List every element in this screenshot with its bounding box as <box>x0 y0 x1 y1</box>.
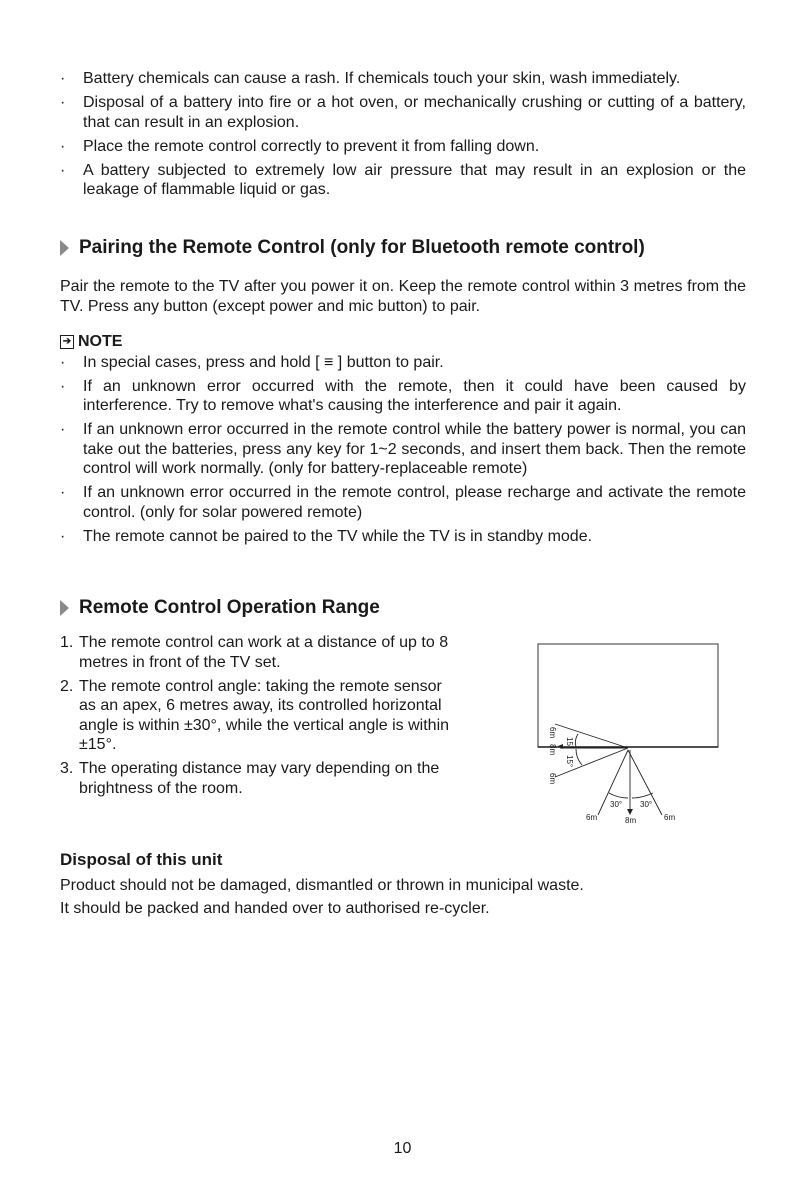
item-text: The remote control angle: taking the remote sensor as an apex, 6 metres away, its controlled horizontal angle is within ±30°, while the vertical angle is within ±15°. <box>79 677 450 753</box>
page-number: 10 <box>393 1140 412 1157</box>
pairing-heading <box>60 238 760 258</box>
label-horizontal-angle-right: 30° <box>640 800 653 809</box>
label-horizontal-right: 6m <box>664 813 676 822</box>
item-text: The operating distance may vary depending on the brightness of the room. <box>79 760 440 797</box>
list-item: · Battery chemicals can cause a rash. If chemicals touch your skin, wash immediately. <box>60 70 681 87</box>
label-vertical-bottom: 6m <box>548 773 557 785</box>
list-item: · The remote cannot be paired to the TV while the TV is in standby mode. <box>60 527 593 545</box>
item-number: 2. <box>60 677 74 695</box>
range-heading <box>60 598 660 618</box>
note-text: If an unknown error occurred in the remote control while the battery power is normal, you can take out the batteries, press any key for 1~2 seconds, and insert them back. Then the remote control will work normally. (only for battery-replaceable remote) <box>83 421 746 477</box>
label-vertical-top: 6m <box>548 727 557 739</box>
section-title: Remote Control Operation Range <box>79 597 380 618</box>
list-item <box>60 759 450 798</box>
list-item: · If an unknown error occurred in the remote control while the battery power is normal, you can take out the batteries, press any key for 1~2 seconds, and insert them back. Then the remote control will work normally. (only for battery-replaceable remote) <box>60 421 746 477</box>
note-text: If an unknown error occurred with the remote, then it could have been caused by interference. Try to remove what's causing the interference and pair it again. <box>83 377 746 414</box>
label-horizontal-left: 6m <box>586 813 598 822</box>
battery-warnings <box>60 69 746 204</box>
label-vertical-angle-down: 15° <box>565 755 574 768</box>
note-arrow-icon: ➔ <box>60 335 74 349</box>
item-number: 1. <box>60 634 74 651</box>
note-text: The remote cannot be paired to the TV while the TV is in standby mode. <box>83 527 593 545</box>
pairing-intro <box>60 277 746 316</box>
warning-text: A battery subjected to extremely low air pressure that may result in an explosion or the leakage of flammable liquid or gas. <box>83 161 746 198</box>
list-item: · Disposal of a battery into fire or a hot oven, or mechanically crushing or cutting of a battery, that can result in an explosion. <box>60 94 746 131</box>
label-horizontal-angle-left: 30° <box>610 800 623 809</box>
list-item: · Place the remote control correctly to prevent it from falling down. <box>60 137 540 155</box>
paragraph: Pair the remote to the TV after you power it on. Keep the remote control within 3 metres from the TV. Press any button (except power and mic button) to pair. <box>60 278 746 315</box>
disposal-line: It should be packed and handed over to authorised re-cycler. <box>60 900 490 917</box>
item-text: The remote control can work at a distance of up to 8 metres in front of the TV set. <box>79 634 449 671</box>
warning-text: Battery chemicals can cause a rash. If chemicals touch your skin, wash immediately. <box>83 70 681 87</box>
list-item: · A battery subjected to extremely low air pressure that may result in an explosion or the leakage of flammable liquid or gas. <box>60 161 746 198</box>
label-vertical-angle-up: 15° <box>565 737 574 750</box>
note-text: In special cases, press and hold [ ≡ ] button to pair. <box>83 353 444 371</box>
disposal-line: Product should not be damaged, dismantled or thrown in municipal waste. <box>60 876 584 894</box>
warning-text: Disposal of a battery into fire or a hot oven, or mechanically crushing or cutting of a battery, that can result in an explosion. <box>83 94 746 131</box>
note-section <box>60 332 746 551</box>
section-title: Pairing the Remote Control (only for Bluetooth remote control) <box>79 237 645 258</box>
note-text: If an unknown error occurred in the remote control, please recharge and activate the remote control. (only for solar powered remote) <box>83 484 746 521</box>
disposal-section <box>60 850 760 919</box>
range-list <box>60 633 450 803</box>
list-item: · If an unknown error occurred with the remote, then it could have been caused by interference. Try to remove what's causing the interference and pair it again. <box>60 377 746 414</box>
list-item <box>60 633 450 672</box>
triangle-bullet-icon <box>60 600 69 616</box>
disposal-title: Disposal of this unit <box>60 850 223 869</box>
item-number: 3. <box>60 760 74 777</box>
operation-range-diagram <box>530 640 730 830</box>
label-horizontal-middle: 8m <box>625 816 637 825</box>
list-item: · In special cases, press and hold [ ≡ ] button to pair. <box>60 353 444 371</box>
warning-text: Place the remote control correctly to prevent it from falling down. <box>83 137 540 155</box>
triangle-bullet-icon <box>60 240 69 256</box>
list-item <box>60 677 450 755</box>
note-label: NOTE <box>78 333 123 350</box>
list-item: · If an unknown error occurred in the remote control, please recharge and activate the remote control. (only for solar powered remote) <box>60 484 746 521</box>
label-vertical-middle: 8m <box>548 744 557 756</box>
